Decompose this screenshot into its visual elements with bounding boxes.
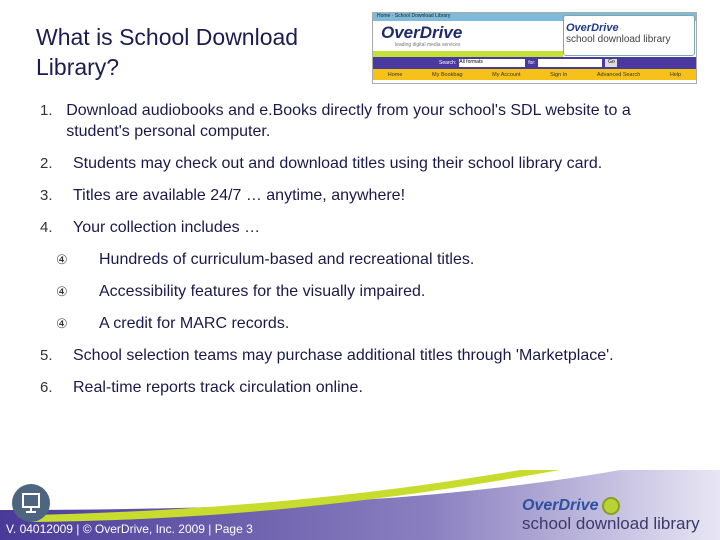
list-item <box>40 185 680 206</box>
item-text: Your collection includes … <box>73 219 261 236</box>
breadcrumb: Home · School Download Library <box>373 13 696 21</box>
item-text: Accessibility features for the visually impaired. <box>99 283 426 300</box>
sdl-logo-top: OverDrive <box>566 22 619 34</box>
search-label: Search: <box>439 60 457 66</box>
list-item <box>40 345 680 366</box>
bullet-icon: ④ <box>56 284 68 299</box>
overdrive-logo: OverDrive <box>381 23 463 42</box>
item-number: 3. <box>40 187 53 204</box>
monitor-icon <box>12 484 50 522</box>
sdl-logo <box>563 15 695 56</box>
search-input[interactable] <box>538 59 602 67</box>
list-item <box>40 217 680 238</box>
nav-link[interactable]: Sign In <box>550 71 568 78</box>
item-text: Students may check out and download titles using their school library card. <box>73 155 603 172</box>
list-item <box>40 377 680 398</box>
sdl-logo-bottom: school download library <box>566 34 671 45</box>
power-icon <box>602 497 620 515</box>
list-item <box>40 281 680 302</box>
item-text: Download audiobooks and e.Books directly from your school's SDL website to a student's personal computer. <box>66 102 631 140</box>
item-number: 2. <box>40 155 53 172</box>
footer-note: V. 04012009 | © OverDrive, Inc. 2009 | Page 3 <box>6 522 253 536</box>
footer-logo-bottom: school download library <box>522 514 700 533</box>
list-item <box>40 249 680 270</box>
website-screenshot <box>372 12 697 84</box>
nav-link[interactable]: My Account <box>492 71 521 78</box>
tagline: leading digital media services <box>395 42 461 48</box>
for-label: for: <box>528 60 536 66</box>
feature-list <box>40 100 680 409</box>
nav-link[interactable]: Advanced Search <box>596 71 641 78</box>
nav-link[interactable]: My Bookbag <box>432 71 463 78</box>
list-item <box>40 153 680 174</box>
site-nav <box>373 69 696 80</box>
item-text: Real-time reports track circulation online. <box>73 379 363 396</box>
nav-link[interactable]: Help <box>669 71 682 78</box>
nav-link[interactable]: Home <box>387 71 403 78</box>
item-number: 1. <box>40 102 53 119</box>
item-text: School selection teams may purchase additional titles through 'Marketplace'. <box>73 347 614 364</box>
format-select[interactable]: All formats <box>459 59 525 67</box>
bullet-icon: ④ <box>56 252 68 267</box>
page-title: What is School Download Library? <box>36 24 299 80</box>
bullet-icon: ④ <box>56 316 68 331</box>
go-button[interactable]: Go <box>605 59 617 67</box>
list-item <box>40 313 680 334</box>
item-number: 6. <box>40 379 53 396</box>
item-number: 5. <box>40 347 53 364</box>
item-text: A credit for MARC records. <box>99 315 290 332</box>
list-item <box>40 100 680 142</box>
search-bar <box>373 57 696 69</box>
item-text: Titles are available 24/7 … anytime, anywhere! <box>73 187 406 204</box>
footer-logo-top: OverDrive <box>522 497 599 514</box>
item-number: 4. <box>40 219 53 236</box>
footer-logo <box>522 497 700 533</box>
item-text: Hundreds of curriculum-based and recreational titles. <box>99 251 475 268</box>
